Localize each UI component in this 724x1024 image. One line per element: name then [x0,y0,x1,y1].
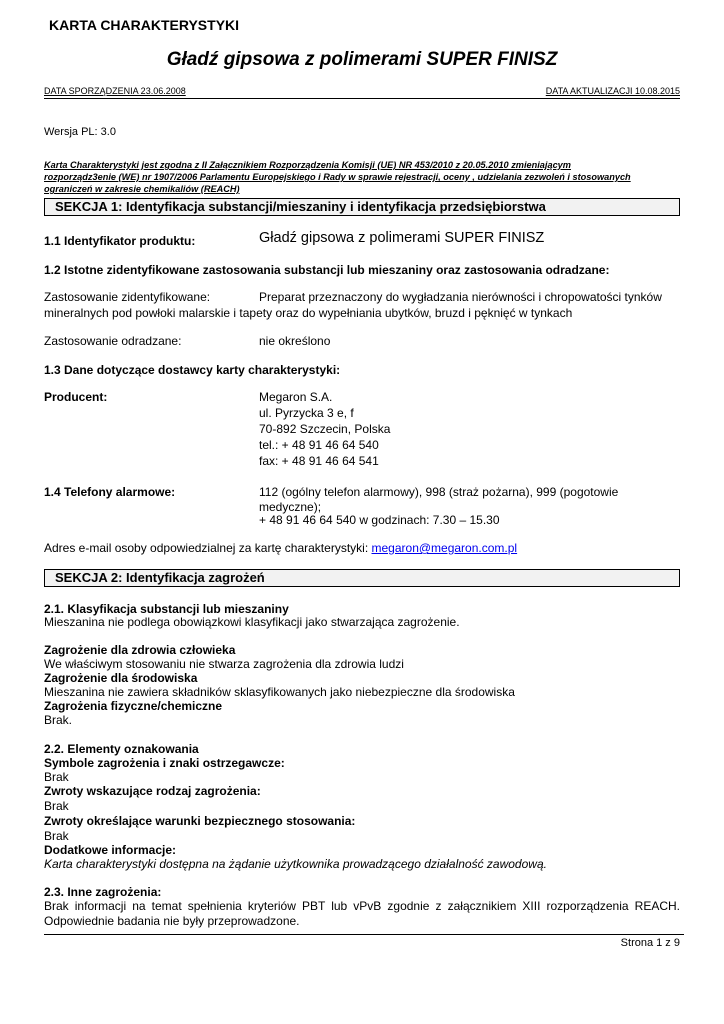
emergency-phones-label: 1.4 Telefony alarmowe: [44,485,176,499]
date-line [44,86,680,99]
producer-label: Producent: [44,390,108,404]
classification-text: Mieszanina nie podlega obowiązkowi klasyfikacji jako stwarzająca zagrożenie. [44,615,460,629]
product-identifier-label: 1.1 Identyfikator produktu: [44,234,196,248]
other-hazards-text: Brak informacji na temat spełnienia kryteriów PBT lub vPvB zgodnie z załącznikiem XIII rozporządzenia REACH. Odpowiednie badania nie były przeprowadzone. [44,899,680,928]
physical-hazard-heading: Zagrożenia fizyczne/chemiczne [44,699,223,713]
physical-hazard-text: Brak. [44,713,73,727]
other-hazards-heading: 2.3. Inne zagrożenia: [44,885,162,899]
advised-against-value: nie określono [259,334,331,348]
label-elements-heading: 2.2. Elementy oznakowania [44,742,199,756]
precautionary-heading: Zwroty określające warunki bezpiecznego stosowania: [44,814,356,828]
hazard-statements-heading: Zwroty wskazujące rodzaj zagrożenia: [44,784,261,798]
legal-line: Karta Charakterystyki jest zgodna z II Załącznikiem Rozporządzenia Komisji (UE) NR 453/2010 z 20.05.2010 zmieniającym [44,160,571,170]
emergency-phone-line: + 48 91 46 64 540 w godzinach: 7.30 – 15.30 [259,513,500,527]
health-hazard-heading: Zagrożenie dla zdrowia człowieka [44,643,236,657]
uses-heading: 1.2 Istotne zidentyfikowane zastosowania substancji lub mieszaniny oraz zastosowania odradzane: [44,263,610,277]
hazard-symbols-text: Brak [44,770,69,784]
legal-notice [44,159,684,195]
email-label: Adres e-mail osoby odpowiedzialnej za kartę charakterystyki: [44,541,369,555]
emergency-phone-line: medyczne); [259,500,322,514]
product-identifier-value: Gładź gipsowa z polimerami SUPER FINISZ [259,230,545,246]
email-line [44,541,517,555]
advised-against-label: Zastosowanie odradzane: [44,334,182,348]
document-type-title: KARTA CHARAKTERYSTYKI [49,17,240,33]
producer-phone: tel.: + 48 91 46 64 540 [259,438,379,452]
producer-street: ul. Pyrzycka 3 e, f [259,406,354,420]
footer-divider [44,934,684,935]
legal-line: ograniczeń w zakresie chemikaliów (REACH) [44,184,240,194]
classification-heading: 2.1. Klasyfikacja substancji lub mieszaniny [44,602,289,616]
legal-line: rozporządz3enie (WE) nr 1907/2006 Parlamentu Europejskiego i Rady w sprawie rejestracji, oceny , udzielania zezwoleń i stosowanych [44,172,631,182]
date-created: DATA SPORZĄDZENIA 23.06.2008 [44,86,186,96]
identified-use-value: Preparat przeznaczony do wygładzania nierówności i chropowatości tynków [259,290,662,304]
page-number: Strona 1 z 9 [620,937,680,949]
email-link[interactable]: megaron@megaron.com.pl [371,541,518,555]
identified-use-label: Zastosowanie zidentyfikowane: [44,290,211,304]
precautionary-text: Brak [44,829,69,843]
version-label: Wersja PL: 3.0 [44,126,116,138]
supplier-heading: 1.3 Dane dotyczące dostawcy karty charakterystyki: [44,363,341,377]
section-2-header: SEKCJA 2: Identyfikacja zagrożeń [44,569,680,587]
hazard-statements-text: Brak [44,799,69,813]
identified-use-value-cont: mineralnych pod powłoki malarskie i tapety oraz do wypełniania ubytków, bruzd i pęknięć w tynkach [44,306,573,320]
hazard-symbols-heading: Symbole zagrożenia i znaki ostrzegawcze: [44,756,285,770]
producer-name: Megaron S.A. [259,390,333,404]
additional-info-heading: Dodatkowe informacje: [44,843,177,857]
environment-hazard-heading: Zagrożenie dla środowiska [44,671,198,685]
producer-city: 70-892 Szczecin, Polska [259,422,391,436]
emergency-phone-line: 112 (ogólny telefon alarmowy), 998 (straż pożarna), 999 (pogotowie [259,485,619,499]
additional-info-text: Karta charakterystyki dostępna na żądanie użytkownika prowadzącego działalność zawodową. [44,857,547,871]
date-updated: DATA AKTUALIZACJI 10.08.2015 [545,86,680,96]
producer-fax: fax: + 48 91 46 64 541 [259,454,379,468]
health-hazard-text: We właściwym stosowaniu nie stwarza zagrożenia dla zdrowia ludzi [44,657,404,671]
product-title: Gładź gipsowa z polimerami SUPER FINISZ [166,49,558,70]
environment-hazard-text: Mieszanina nie zawiera składników sklasyfikowanych jako niebezpieczne dla środowiska [44,685,515,699]
section-1-header: SEKCJA 1: Identyfikacja substancji/mieszaniny i identyfikacja przedsiębiorstwa [44,198,680,216]
